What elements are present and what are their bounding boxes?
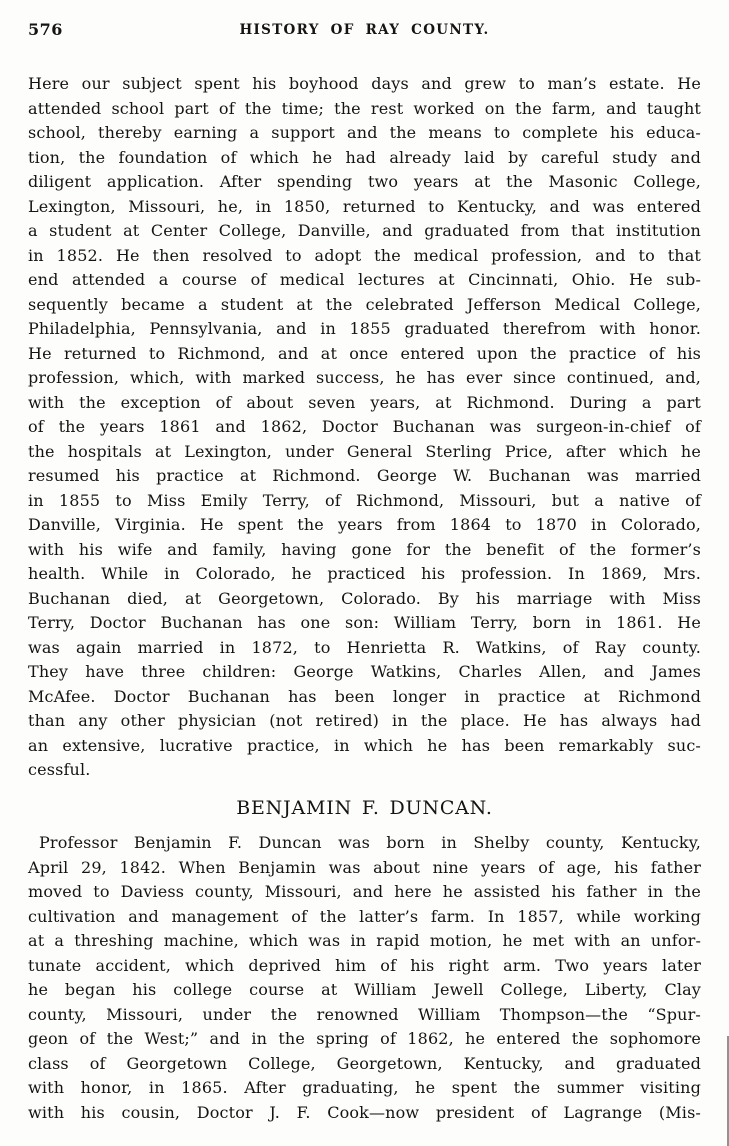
text-line: profession, which, with marked success, he has ever since continued, and, [28, 368, 701, 387]
text-line: school, thereby earning a support and the means to complete his educa- [28, 123, 701, 142]
text-line: cessful. [28, 760, 91, 779]
text-line: cultivation and management of the latter’s farm. In 1857, while working [28, 906, 701, 926]
text-line: Philadelphia, Pennsylvania, and in 1855 graduated therefrom with honor. [28, 319, 701, 338]
text-line: Lexington, Missouri, he, in 1850, returned to Kentucky, and was entered [28, 196, 701, 216]
text-line: April 29, 1842. When Benjamin was about nine years of age, his father [28, 857, 701, 877]
text-line: the hospitals at Lexington, under General Sterling Price, after which he [28, 441, 701, 461]
text-line: a student at Center College, Danville, and graduated from that institution [28, 221, 701, 240]
text-line: McAfee. Doctor Buchanan has been longer in practice at Richmond [28, 686, 701, 706]
text-line: moved to Daviess county, Missouri, and here he assisted his father in the [28, 882, 701, 901]
text-line: county, Missouri, under the renowned William Thompson—the “Spur- [28, 1004, 701, 1024]
paragraph-buchanan-biography [28, 72, 701, 783]
text-line: Terry, Doctor Buchanan has one son: William Terry, born in 1861. He [28, 613, 701, 632]
text-line: end attended a course of medical lectures at Cincinnati, Ohio. He sub- [28, 270, 701, 289]
text-line: of the years 1861 and 1862, Doctor Buchanan was surgeon-in-chief of [28, 417, 701, 436]
running-header-title: HISTORY OF RAY COUNTY. [239, 22, 490, 38]
text-line: in 1855 to Miss Emily Terry, of Richmond, Missouri, but a native of [28, 490, 701, 510]
text-line: They have three children: George Watkins, Charles Allen, and James [28, 662, 701, 681]
text-line: in 1852. He then resolved to adopt the medical profession, and to that [28, 245, 701, 265]
text-line: with his cousin, Doctor J. F. Cook—now president of Lagrange (Mis- [28, 1102, 701, 1122]
text-line: with his wife and family, having gone for the benefit of the former’s [28, 539, 701, 559]
text-line: at a threshing machine, which was in rapid motion, he met with an unfor- [28, 931, 701, 950]
text-line: Danville, Virginia. He spent the years from 1864 to 1870 in Colorado, [28, 515, 701, 534]
text-line: he began his college course at William Jewell College, Liberty, Clay [28, 980, 701, 999]
text-line: tunate accident, which deprived him of his right arm. Two years later [28, 955, 701, 975]
text-line: health. While in Colorado, he practiced his profession. In 1869, Mrs. [28, 564, 701, 583]
text-line: was again married in 1872, to Henrietta R. Watkins, of Ray county. [28, 637, 701, 657]
text-line: with the exception of about seven years, at Richmond. During a part [28, 392, 701, 412]
text-line: with honor, in 1865. After graduating, he spent the summer visiting [28, 1078, 701, 1097]
page-number: 576 [28, 20, 63, 39]
text-line: an extensive, lucrative practice, in which he has been remarkably suc- [28, 735, 701, 755]
text-line: Buchanan died, at Georgetown, Colorado. By his marriage with Miss [28, 588, 701, 608]
text-line: Professor Benjamin F. Duncan was born in Shelby county, Kentucky, [39, 833, 701, 852]
text-line: Here our subject spent his boyhood days and grew to man’s estate. He [28, 74, 701, 93]
text-line: than any other physician (not retired) in the place. He has always had [28, 711, 701, 730]
text-line: attended school part of the time; the rest worked on the farm, and taught [28, 98, 701, 118]
page-header [28, 20, 701, 42]
text-line: resumed his practice at Richmond. George W. Buchanan was married [28, 466, 701, 485]
text-line: diligent application. After spending two years at the Masonic College, [28, 172, 701, 191]
section-heading-duncan: BENJAMIN F. DUNCAN. [236, 796, 493, 819]
text-line: He returned to Richmond, and at once entered upon the practice of his [28, 343, 701, 363]
paragraph-duncan-biography [28, 831, 701, 1125]
text-line: tion, the foundation of which he had already laid by careful study and [28, 147, 701, 167]
text-block [28, 72, 701, 1125]
text-line: class of Georgetown College, Georgetown, Kentucky, and graduated [28, 1053, 701, 1073]
text-line: geon of the West;” and in the spring of 1862, he entered the sophomore [28, 1029, 701, 1048]
text-line: sequently became a student at the celebrated Jefferson Medical College, [28, 294, 701, 314]
